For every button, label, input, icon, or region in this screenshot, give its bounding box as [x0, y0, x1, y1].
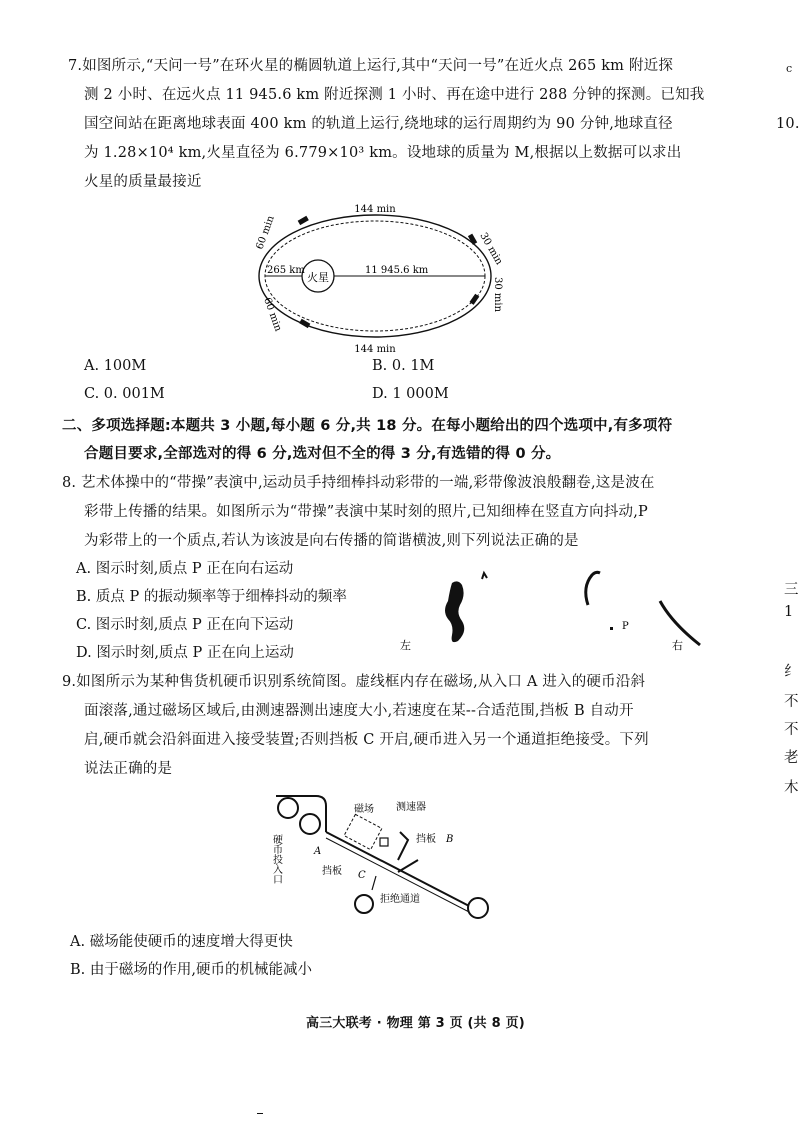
satellite-icon-top-left: [298, 216, 309, 225]
ribbon-dot: [610, 627, 613, 630]
right-top-time-label: 30 min: [477, 231, 505, 267]
bottom-time-label: 144 min: [354, 344, 396, 355]
q7-line-1: 7.如图所示,“天问一号”在环火星的椭圆轨道上运行,其中“天问一号”在近火点 265 km 附近探: [68, 58, 674, 74]
margin-char-1: 三: [784, 582, 799, 598]
right-bottom-time-label: 30 min: [492, 277, 503, 313]
q9-line-2: 面滚落,通过磁场区域后,由测速器测出速度大小,若速度在某--合适范围,挡板 B 自动开: [84, 703, 634, 719]
speedometer-box: [380, 838, 388, 846]
q8-line-3: 为彩带上的一个质点,若认为该波是向右传播的简谐横波,则下列说法正确的是: [84, 533, 579, 549]
section-2-heading-line-1: 二、多项选择题:本题共 3 小题,每小题 6 分,共 18 分。在每小题给出的四个选项中,有多项符: [62, 418, 673, 434]
photo-left-label: 左: [400, 639, 411, 652]
coin-icon-2: [300, 814, 320, 834]
q9-line-4: 说法正确的是: [84, 761, 173, 777]
coin-icon-accept: [468, 898, 488, 918]
margin-question-number: 10.: [776, 116, 800, 132]
q8-line-2: 彩带上传播的结果。如图所示为“带操”表演中某时刻的照片,已知细棒在竖直方向抖动,P: [84, 504, 648, 520]
photo-right-label: 右: [672, 639, 683, 652]
reject-arrow: [372, 876, 376, 890]
q9-line-3: 启,硬币就会沿斜面进入接受装置;否则挡板 C 开启,硬币进入另一个通道拒绝接受。下列: [84, 732, 649, 748]
q7-line-2: 测 2 小时、在远火点 11 945.6 km 附近探测 1 小时、再在途中进行 288 分钟的探测。已知我: [84, 87, 705, 103]
margin-char-5: 不: [784, 722, 799, 738]
coin-icon-1: [278, 798, 298, 818]
point-p-label: P: [622, 621, 629, 632]
section-2-heading-line-2: 合题目要求,全部选对的得 6 分,选对但不全的得 3 分,有选错的得 0 分。: [84, 446, 561, 462]
reject-channel-label: 拒绝通道: [380, 894, 420, 905]
speedometer-label: 测速器: [396, 802, 426, 813]
page-footer: 高三大联考 · 物理 第 3 页 (共 8 页): [306, 1016, 525, 1031]
q7-option-c[interactable]: C. 0. 001M: [84, 386, 165, 402]
baffle-c-shape: [398, 860, 418, 872]
q7-option-b[interactable]: B. 0. 1M: [372, 358, 435, 374]
far-distance-label: 11 945.6 km: [365, 265, 429, 276]
ribbon-curve-left: [586, 572, 600, 605]
margin-char-4: 不: [784, 694, 799, 710]
q7-option-a[interactable]: A. 100M: [84, 358, 147, 374]
gymnast-figure: [445, 581, 464, 642]
q9-option-a[interactable]: A. 磁场能使硬币的速度增大得更快: [70, 934, 293, 950]
label-b: B: [446, 834, 454, 845]
label-a: A: [314, 846, 322, 857]
orbit-diagram: [240, 195, 510, 360]
magnetic-field-label: 磁场: [354, 804, 374, 815]
stick-mark: [482, 573, 487, 579]
entrance-label: 硬币投入口: [270, 834, 282, 884]
ribbon-gymnastics-photo: [390, 565, 710, 657]
baffle-c-label: 挡板: [322, 866, 342, 877]
margin-char-2: 1: [784, 604, 794, 620]
q7-line-3: 国空间站在距离地球表面 400 km 的轨道上运行,绕地球的运行周期约为 90 分钟,地球直径: [84, 116, 673, 132]
mars-label: 火星: [307, 271, 329, 284]
margin-top-char: c: [786, 62, 793, 75]
q9-option-b[interactable]: B. 由于磁场的作用,硬币的机械能减小: [70, 962, 312, 978]
baffle-b-label: 挡板: [416, 834, 436, 845]
q7-line-5: 火星的质量最接近: [84, 174, 202, 190]
left-top-time-label: 60 min: [254, 214, 277, 252]
q8-option-d[interactable]: D. 图示时刻,质点 P 正在向上运动: [76, 645, 294, 661]
coin-sorter-diagram: [268, 790, 508, 930]
margin-char-6: 老: [784, 750, 799, 766]
top-time-label: 144 min: [354, 204, 396, 215]
coin-icon-reject: [355, 895, 373, 913]
q7-line-4: 为 1.28×10⁴ km,火星直径为 6.779×10³ km。设地球的质量为 M,根据以上数据可以求出: [84, 145, 682, 161]
q8-option-a[interactable]: A. 图示时刻,质点 P 正在向右运动: [76, 561, 294, 577]
q8-option-b[interactable]: B. 质点 P 的振动频率等于细棒抖动的频率: [76, 589, 347, 605]
label-c: C: [358, 870, 366, 881]
margin-char-3: 纟: [784, 664, 799, 680]
left-bottom-time-label: 60 min: [261, 296, 284, 333]
footer-mark: [257, 1113, 263, 1114]
margin-char-7: 木: [784, 780, 799, 796]
satellite-icon-right-top: [468, 234, 477, 245]
q8-option-c[interactable]: C. 图示时刻,质点 P 正在向下运动: [76, 617, 294, 633]
baffle-b-shape: [398, 832, 408, 860]
q9-line-1: 9.如图所示为某种售货机硬币识别系统简图。虚线框内存在磁场,从入口 A 进入的硬币沿斜: [62, 674, 646, 690]
q7-option-d[interactable]: D. 1 000M: [372, 386, 449, 402]
q8-line-1: 8. 艺术体操中的“带操”表演中,运动员手持细棒抖动彩带的一端,彩带像波浪般翻卷,这是波在: [62, 475, 655, 491]
near-distance-label: 265 km: [267, 265, 305, 276]
